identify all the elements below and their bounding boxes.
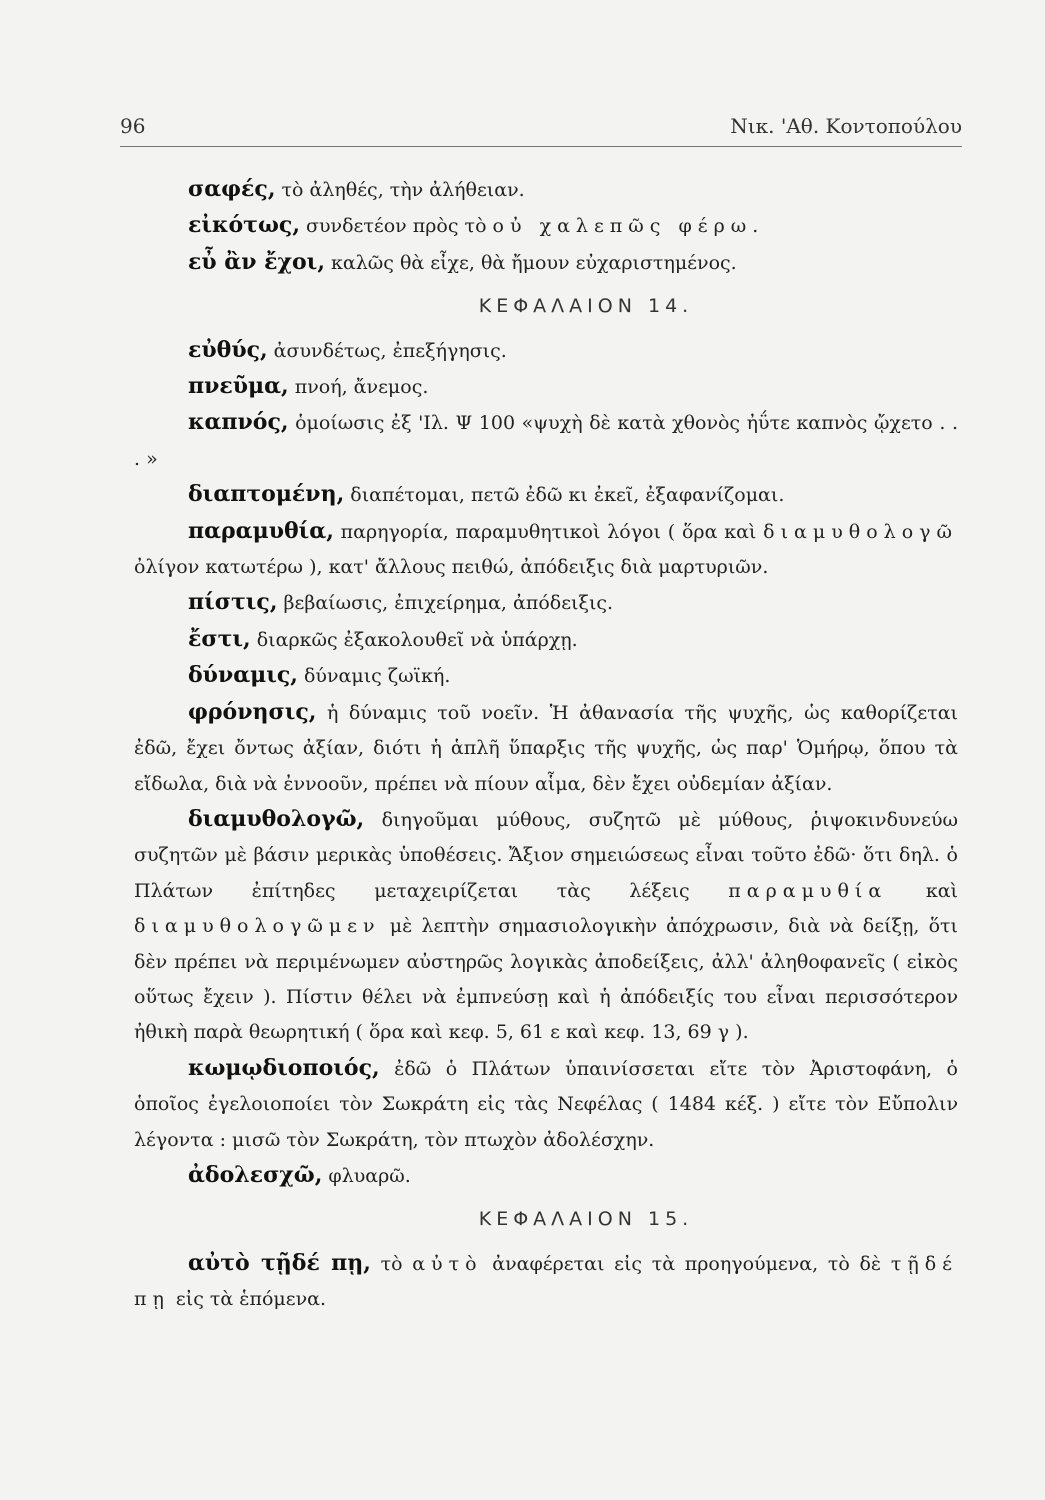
entry-pistis: πίστις, βεβαίωσις, ἐπιχείρημα, ἀπόδειξις. [188,589,614,616]
entry-diaptomeni: διαπτομένη, διαπέτομαι, πετῶ ἐδῶ κι ἐκεῖ, ἐξαφανίζομαι. [188,481,785,508]
entry-dynamis: δύναμις, δύναμις ζωϊκή. [188,662,451,689]
entry-pneuma: πνεῦμα, πνοή, ἄνεμος. [188,373,429,400]
page-number: 96 [120,114,146,138]
entry-fronisis: φρόνησις, ἡ δύναμις τοῦ νοεῖν. Ἡ ἀθανασία τῆς ψυχῆς, ὡς καθορίζεται ἐδῶ, ἔχει ὄντως ἀξίαν, διότι ἡ ἁπλῆ ὕπαρξις τῆς ψυχῆς, ὡς παρ' Ὁμήρῳ, ὅπου τὰ εἴδωλα, διὰ νὰ ἐννοοῦν, πρέπει νὰ πίουν αἷμα, δὲν ἔχει οὐδεμίαν ἀξίαν. [134,698,958,795]
entry-auto-tede-pe: αὐτὸ τῇδέ πῃ, τὸ αὐτὸ ἀναφέρεται εἰς τὰ προηγούμενα, τὸ δὲ τῇδέ πῃ εἰς τὰ ἑπόμενα. [134,1249,959,1311]
running-title: Νικ. 'Αθ. Κοντοπούλου [730,114,962,138]
header-rule [120,146,962,147]
entry-kapnos: καπνός, ὁμοίωσις ἐξ 'Ιλ. Ψ 100 «ψυχὴ δὲ κατὰ χθονὸς ἠΰτε καπνὸς ᾤχετο . . . » [134,409,958,470]
chapter-heading-14: ΚΕΦΑΛΑΙΟΝ 14. [478,295,694,318]
entry-safes: σαφές, τὸ ἀληθές, τὴν ἀλήθειαν. [188,176,525,202]
entry-adoleschos: ἀδολεσχῶ, φλυαρῶ. [188,1161,411,1188]
entry-euthys: εὐθύς, ἀσυνδέτως, ἐπεξήγησις. [188,336,507,363]
page-header [120,114,962,138]
chapter-heading-15: ΚΕΦΑΛΑΙΟΝ 15. [478,1208,694,1231]
entry-diamythologo: διαμυθολογῶ, διηγοῦμαι μύθους, συζητῶ μὲ μύθους, ῥιψοκινδυνεύω συζητῶν μὲ βάσιν μερικὰς ὑποθέσεις. Ἄξιον σημειώσεως εἶναι τοῦτο ἐδῶ· ὅτι δηλ. ὁ Πλάτων ἐπίτηδες μεταχειρίζεται τὰς λέξεις παραμυθία καὶ διαμυθολογῶμεν μὲ λεπτὴν σημασιολογικὴν ἀπόχρωσιν, διὰ νὰ δείξῃ, ὅτι δὲν πρέπει νὰ περιμένωμεν αὐστηρῶς λογικὰς ἀποδείξεις, ἀλλ' ἀληθοφανεῖς ( εἰκὸς οὕτως ἔχειν ). Πίστιν θέλει νὰ ἐμπνεύσῃ καὶ ἡ ἀπόδειξίς του εἶναι περισσότερον ἠθικὴ παρὰ θεωρητική ( ὅρα καὶ κεφ. 5, 61 ε καὶ κεφ. 13, 69 γ ). [134,805,958,1044]
commentary-body [134,172,958,1318]
entry-esti: ἔστι, διαρκῶς ἐξακολουθεῖ νὰ ὑπάρχῃ. [188,625,578,652]
entry-paramythia: παραμυθία, παρηγορία, παραμυθητικοὶ λόγοι ( ὅρα καὶ διαμυθολογῶ ὀλίγον κατωτέρω ), κατ' ἄλλους πειθώ, ἀπόδειξις διὰ μαρτυριῶν. [134,517,958,579]
entry-eikotos: εἰκότως, συνδετέον πρὸς τὸ οὐ χαλεπῶς φέρω. [188,212,759,239]
entry-eu-an-echoi: εὖ ἂν ἔχοι, καλῶς θὰ εἶχε, θὰ ἤμουν εὐχαριστημένος. [188,248,737,275]
entry-komodiopoios: κωμῳδιοποιός, ἐδῶ ὁ Πλάτων ὑπαινίσσεται εἴτε τὸν Ἀριστοφάνη, ὁ ὁποῖος ἐγελοιοποίει τὸν Σωκράτη εἰς τὰς Νεφέλας ( 1484 κέξ. ) εἴτε τὸν Εὔπολιν λέγοντα : μισῶ τὸν Σωκράτη, τὸν πτωχὸν ἀδολέσχην. [134,1054,958,1151]
